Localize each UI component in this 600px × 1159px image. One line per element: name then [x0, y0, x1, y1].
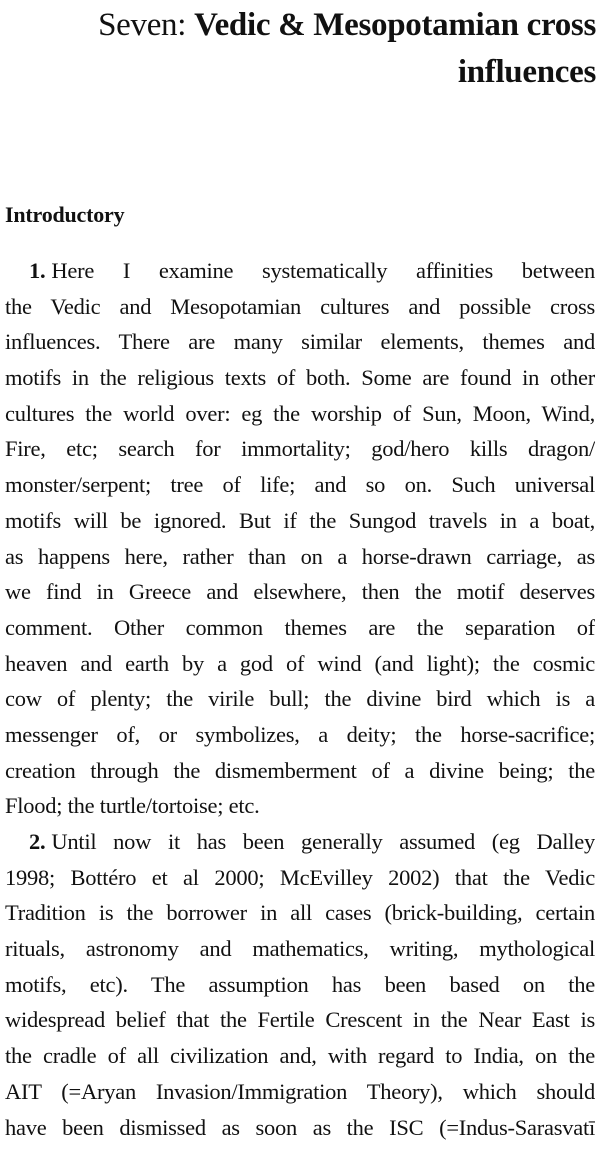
line-text: rituals, astronomy and mathematics, writing, mythological — [5, 936, 595, 962]
paragraph-number: 1. — [29, 258, 46, 283]
line-text: motifs, etc). The assumption has been based on the — [5, 971, 595, 997]
body-text — [5, 253, 595, 1145]
line-text: Flood; the turtle/tortoise; etc. — [5, 793, 260, 819]
text-line — [5, 324, 595, 360]
text-line — [5, 431, 595, 467]
line-text: widespread belief that the Fertile Crescent in the Near East is — [5, 1007, 595, 1033]
line-text: motifs will be ignored. But if the Sungod travels in a boat, — [5, 507, 595, 533]
text-line — [5, 253, 595, 289]
text-line — [5, 931, 595, 967]
chapter-title-line-2: influences — [457, 54, 596, 90]
line-text: comment. Other common themes are the separation of — [5, 614, 595, 640]
text-line — [5, 1002, 595, 1038]
text-line — [5, 860, 595, 896]
section-heading: Introductory — [5, 202, 125, 227]
line-text: heaven and earth by a god of wind (and light); the cosmic — [5, 650, 595, 676]
line-text: Here I examine systematically affinities between — [51, 258, 595, 283]
chapter-title — [16, 2, 596, 96]
text-line — [5, 396, 595, 432]
line-text: as happens here, rather than on a horse-drawn carriage, as — [5, 543, 595, 569]
text-line — [5, 824, 595, 860]
text-line — [5, 360, 595, 396]
text-line — [5, 1038, 595, 1074]
line-text: cow of plenty; the virile bull; the divine bird which is a — [5, 686, 595, 712]
line-text: the Vedic and Mesopotamian cultures and possible cross — [5, 293, 595, 319]
text-line — [5, 895, 595, 931]
text-line — [5, 681, 595, 717]
line-text: we find in Greece and elsewhere, then the motif deserves — [5, 579, 595, 605]
line-text: monster/serpent; tree of life; and so on. Such universal — [5, 472, 595, 498]
text-line — [5, 788, 595, 824]
chapter-number: Seven: — [98, 7, 187, 43]
line-text: Fire, etc; search for immortality; god/hero kills dragon/ — [5, 436, 595, 462]
line-text: Until now it has been generally assumed (eg Dalley — [51, 829, 595, 854]
text-line — [5, 1110, 595, 1146]
line-text: influences. There are many similar elements, themes and — [5, 329, 595, 355]
line-text: AIT (=Aryan Invasion/Immigration Theory), which should — [5, 1078, 595, 1104]
text-line — [5, 717, 595, 753]
line-text: creation through the dismemberment of a divine being; the — [5, 757, 595, 783]
text-line — [5, 539, 595, 575]
chapter-title-line-1 — [16, 2, 596, 49]
text-line — [5, 574, 595, 610]
line-text: Tradition is the borrower in all cases (brick-building, certain — [5, 900, 595, 926]
line-text: cultures the world over: eg the worship of Sun, Moon, Wind, — [5, 400, 595, 426]
text-line — [5, 467, 595, 503]
line-text: messenger of, or symbolizes, a deity; the horse-sacrifice; — [5, 721, 595, 747]
line-text: 1998; Bottéro et al 2000; McEvilley 2002) that the Vedic — [5, 864, 595, 890]
line-text: the cradle of all civilization and, with regard to India, on the — [5, 1043, 595, 1069]
chapter-title-main: Vedic & Mesopotamian cross — [194, 7, 596, 43]
text-line — [5, 503, 595, 539]
text-line — [5, 610, 595, 646]
text-line — [5, 1074, 595, 1110]
paragraph-number: 2. — [29, 829, 46, 854]
line-text: have been dismissed as soon as the ISC (=Indus-Sarasvatī — [5, 1114, 595, 1140]
text-line — [5, 753, 595, 789]
text-line — [5, 646, 595, 682]
text-line — [5, 289, 595, 325]
line-text: motifs in the religious texts of both. Some are found in other — [5, 365, 595, 391]
text-line — [5, 967, 595, 1003]
